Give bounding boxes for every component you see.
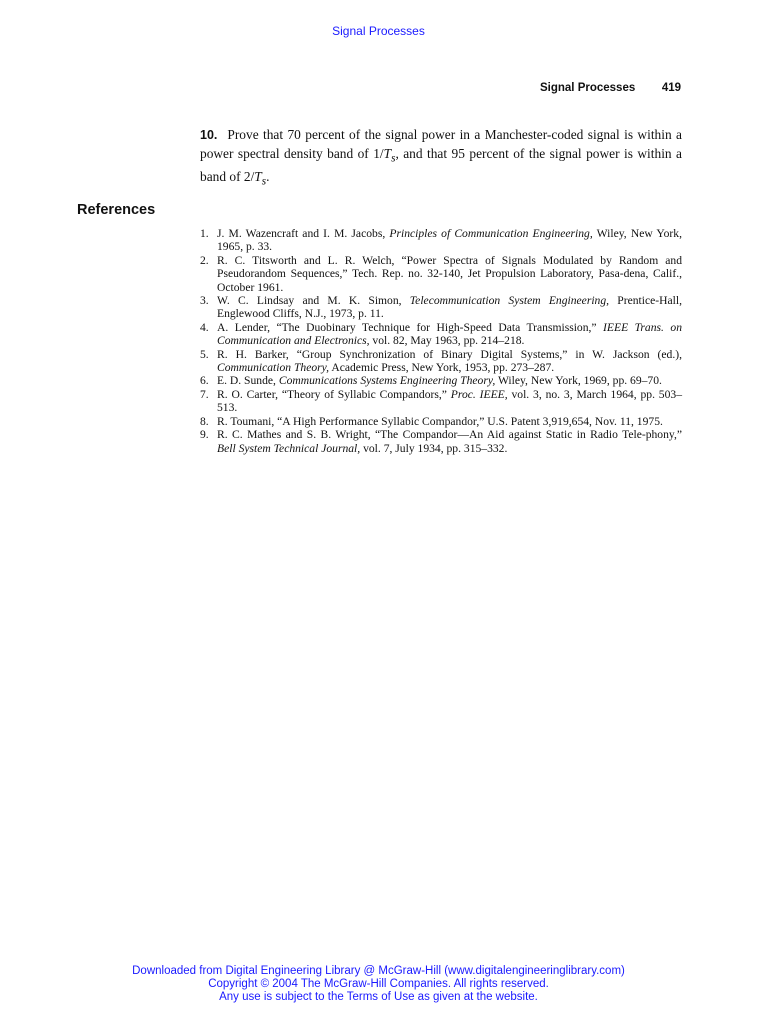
reference-number: 7. [200,387,209,401]
reference-item [200,348,682,375]
reference-text: vol. 82, May 1963, pp. 214–218. [369,334,525,348]
footer-notice [0,965,757,1004]
reference-text: R. Toumani, “A High Performance Syllabic Compandor,” U.S. Patent 3,919,654, Nov. 11, 1975. [217,414,663,428]
reference-text: A. Lender, “The Duobinary Technique for High-Speed Data Transmission,” [217,320,604,334]
reference-item [200,374,682,387]
reference-text: vol. 7, July 1934, pp. 315–332. [360,441,508,455]
reference-text: R. C. Titsworth and L. R. Welch, “Power Spectra of Signals Modulated by Random and Pseudorandom Sequences,” Tech. Rep. no. 32-140, Jet Propulsion Laboratory, Pasa-dena, Calif., October 1961. [217,253,682,294]
symbol-T: T [254,168,262,184]
reference-text: Academic Press, New York, 1953, pp. 273–287. [329,361,555,375]
footer-copyright-link[interactable]: Copyright © 2004 The McGraw-Hill Companies. All rights reserved. [208,978,549,990]
reference-text: W. C. Lindsay and M. K. Simon, [217,294,410,308]
reference-item [200,415,682,428]
reference-number: 1. [200,227,209,240]
page-number: 419 [661,82,681,94]
reference-number: 4. [200,320,209,334]
reference-text: Prentice-Hall, Englewood Cliffs, N.J., 1973, p. 11. [217,294,682,321]
running-head [540,82,681,94]
footer-terms-link[interactable]: Any use is subject to the Terms of Use as given at the website. [219,991,538,1003]
problem-10 [200,126,682,191]
reference-title: Principles of Communication Engineering, [389,227,593,240]
problem-number: 10. [200,128,218,142]
reference-title: Communication Theory, [217,361,330,375]
reference-item [200,227,682,254]
reference-item [200,254,682,294]
reference-title: Proc. IEEE, [450,387,508,401]
reference-text: Wiley, New York, 1969, pp. 69–70. [495,374,662,388]
reference-text: R. C. Mathes and S. B. Wright, “The Compandor—An Aid against Static in Radio Tele-phony,” [217,428,682,442]
problem-text: , and that 95 percent of the signal power is within a band of 2/ [200,145,683,184]
reference-text: Wiley, New York, 1965, p. 33. [217,227,682,254]
reference-title: Bell System Technical Journal, [217,441,361,455]
reference-text: R. O. Carter, “Theory of Syllabic Compandors,” [217,387,451,401]
reference-text: vol. 3, no. 3, March 1964, pp. 503–513. [217,387,682,415]
reference-number: 3. [200,294,209,308]
symbol-subscript-s: s [391,152,396,165]
problem-text: . [266,168,270,184]
reference-item [200,388,682,415]
reference-number: 8. [200,414,209,428]
reference-title: Communications Systems Engineering Theory, [278,374,496,388]
reference-title: Telecommunication System Engineering, [409,294,610,308]
symbol-subscript-s: s [261,175,267,188]
problem-text: Prove that 70 percent of the signal power in a Manchester-coded signal is within a power spectral density band of 1/ [200,127,682,161]
reference-item [200,428,682,455]
reference-text: E. D. Sunde, [217,374,279,388]
reference-item [200,294,682,321]
references-list [200,227,682,455]
footer-download-link[interactable]: Downloaded from Digital Engineering Library @ McGraw-Hill (www.digitalengineeringlibrary.com) [132,965,625,977]
reference-number: 9. [200,428,209,442]
top-chapter-link[interactable]: Signal Processes [332,24,425,38]
reference-number: 5. [200,347,209,361]
running-head-title: Signal Processes [540,82,636,94]
reference-number: 2. [200,253,209,267]
symbol-T: T [383,145,392,161]
reference-item [200,321,682,348]
reference-text: J. M. Wazencraft and I. M. Jacobs, [217,227,390,240]
references-heading: References [77,202,156,218]
reference-text: R. H. Barker, “Group Synchronization of Binary Digital Systems,” in W. Jackson (ed.), [217,347,682,361]
reference-title: IEEE Trans. on Communication and Electronics, [217,320,682,348]
reference-number: 6. [200,374,209,388]
